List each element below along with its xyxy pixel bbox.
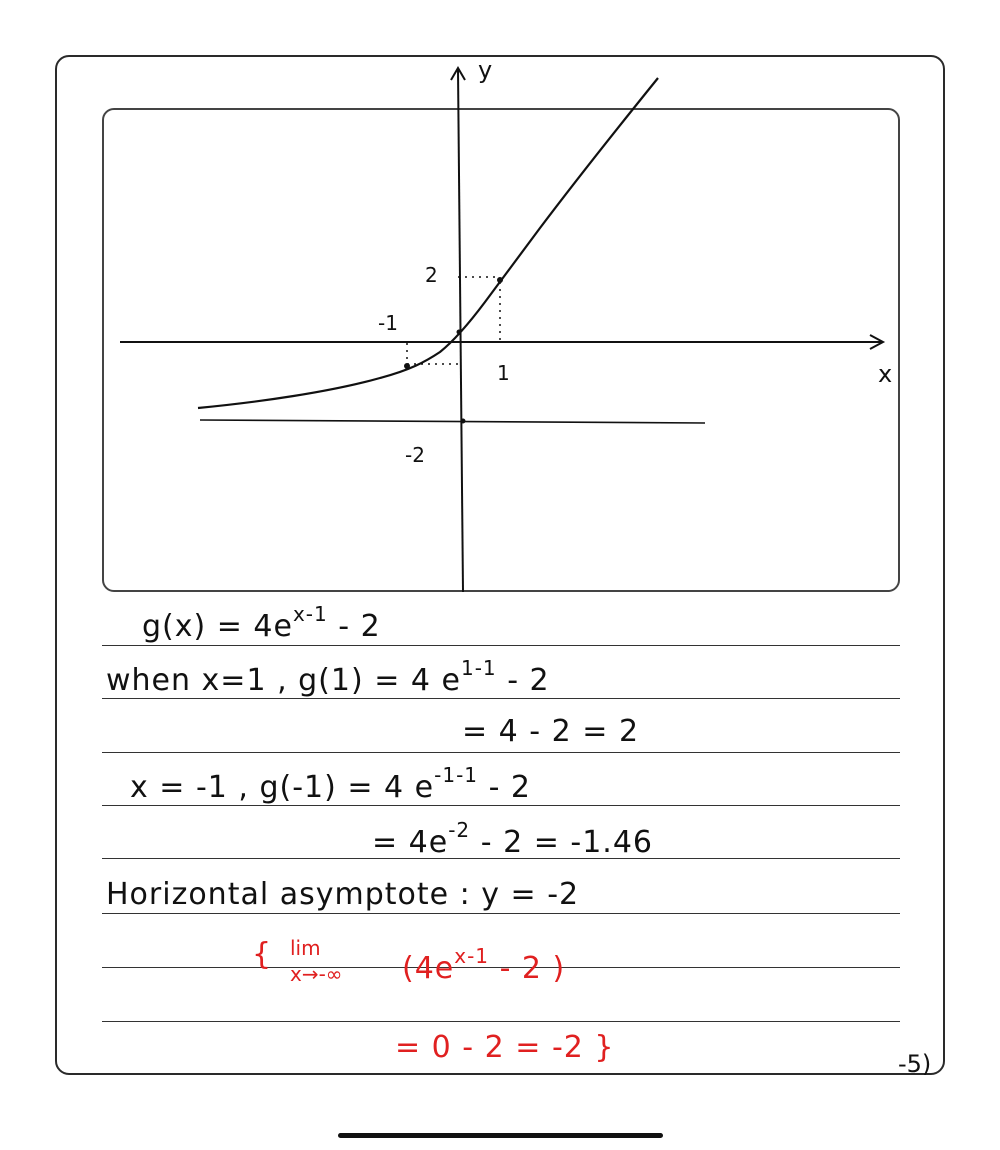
function-definition-main: g(x) = 4e [142, 609, 293, 644]
point-neg1 [404, 363, 410, 369]
x-axis-label: x [878, 360, 893, 388]
evaluation-x-neg1 [130, 763, 532, 805]
evaluation-x-neg1-result [372, 818, 653, 860]
ruled-line [102, 645, 900, 646]
function-definition-exponent: x-1 [292, 602, 328, 626]
point-asymptote-intercept [461, 419, 466, 424]
ruled-line [102, 805, 900, 806]
ruled-line [102, 1021, 900, 1022]
evaluation-x-neg1-result-main: = 4e [372, 825, 449, 860]
evaluation-x-neg1-tail: - 2 [478, 770, 532, 805]
limit-subscript: x→-∞ [290, 962, 343, 986]
home-indicator[interactable] [338, 1133, 663, 1138]
evaluation-x-1-main: when x=1 , g(1) = 4 e [106, 663, 461, 698]
limit-result [395, 1030, 615, 1065]
tick-label-y-neg2: -2 [405, 443, 425, 467]
limit-expression-main: (4e [402, 951, 455, 986]
horizontal-asymptote-text: Horizontal asymptote : y = -2 [106, 877, 580, 912]
evaluation-x-neg1-exponent: -1-1 [434, 763, 479, 787]
asymptote-line [200, 420, 705, 423]
limit-brace: { [252, 937, 273, 972]
limit-expression-tail: - 2 ) [489, 951, 566, 986]
evaluation-x-1-result-text: = 4 - 2 = 2 [462, 714, 640, 749]
evaluation-x-1 [106, 656, 550, 698]
function-definition-tail: - 2 [327, 609, 381, 644]
tick-label-x-1: 1 [497, 361, 510, 385]
y-axis-label: y [478, 56, 493, 84]
evaluation-x-neg1-result-tail: - 2 = -1.46 [470, 825, 653, 860]
point-y-intercept [457, 330, 462, 335]
evaluation-x-1-exponent: 1-1 [460, 656, 497, 680]
page-number: -5) [898, 1050, 932, 1078]
evaluation-x-1-tail: - 2 [496, 663, 550, 698]
point-1-2 [497, 277, 503, 283]
ruled-line [102, 913, 900, 914]
evaluation-x-neg1-main: x = -1 , g(-1) = 4 e [130, 770, 435, 805]
function-definition [142, 602, 381, 644]
limit-word: lim [290, 936, 321, 960]
ruled-line [102, 752, 900, 753]
ruled-line [102, 698, 900, 699]
limit-expression-exponent: x-1 [454, 944, 490, 968]
tick-label-y-neg1: -1 [378, 311, 398, 335]
function-curve [198, 78, 658, 408]
tick-label-y-2: 2 [425, 263, 438, 287]
evaluation-x-neg1-result-exponent: -2 [448, 818, 471, 842]
limit-expression [402, 944, 566, 986]
evaluation-x-1-result [462, 714, 639, 749]
limit-result-text: = 0 - 2 = -2 } [395, 1030, 615, 1065]
horizontal-asymptote-statement [106, 877, 579, 912]
